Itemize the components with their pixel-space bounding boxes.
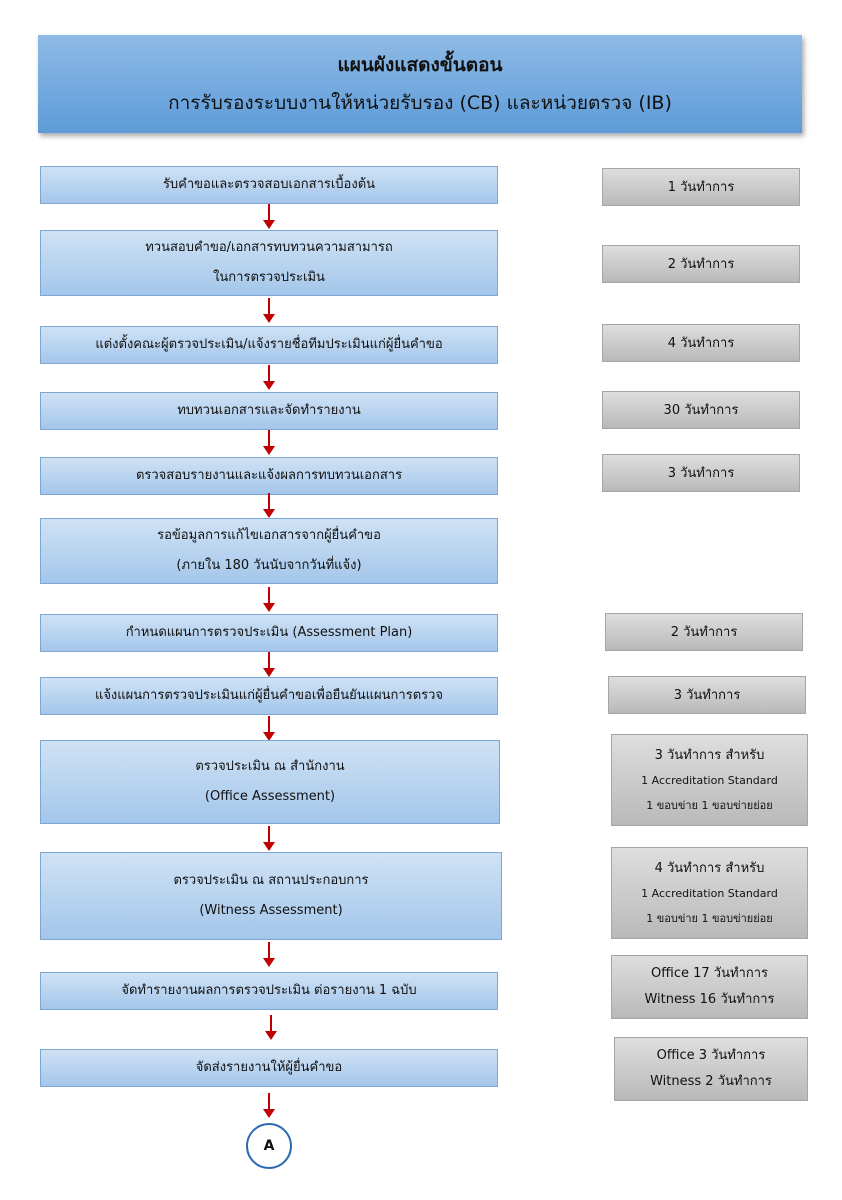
step-label: จัดทำรายงานผลการตรวจประเมิน ต่อรายงาน 1 ฉบับ <box>121 983 417 998</box>
step-notify-plan <box>40 677 498 715</box>
flow-arrow <box>263 716 275 742</box>
flow-arrow <box>263 1093 275 1119</box>
duration-step-9 <box>611 734 808 826</box>
duration-label: 1 ขอบข่าย 1 ขอบข่ายย่อย <box>646 798 773 812</box>
duration-label: 2 วันทำการ <box>667 256 735 272</box>
step-label: รอข้อมูลการแก้ไขเอกสารจากผู้ยื่นคำขอ <box>157 528 381 543</box>
duration-label: 3 วันทำการ <box>667 465 735 481</box>
step-label: ตรวจสอบรายงานและแจ้งผลการทบทวนเอกสาร <box>135 468 403 483</box>
step-label: ทบทวนเอกสารและจัดทำรายงาน <box>177 403 361 418</box>
duration-step-7 <box>605 613 803 651</box>
flow-arrow <box>265 1015 277 1041</box>
step-label: ทวนสอบคำขอ/เอกสารทบทวนความสามารถ <box>145 240 393 255</box>
step-send-report <box>40 1049 498 1087</box>
duration-label: 30 วันทำการ <box>663 402 739 418</box>
duration-label: 2 วันทำการ <box>670 624 738 640</box>
step-label: แต่งตั้งคณะผู้ตรวจประเมิน/แจ้งรายชื่อทีมประเมินแก่ผู้ยื่นคำขอ <box>95 337 443 352</box>
duration-step-4 <box>602 391 800 429</box>
step-assessment-plan <box>40 614 498 652</box>
flow-arrow <box>263 826 275 852</box>
duration-label: 1 ขอบข่าย 1 ขอบข่ายย่อย <box>646 911 773 925</box>
step-label: ตรวจประเมิน ณ สำนักงาน <box>195 759 345 774</box>
duration-label: 3 วันทำการ <box>673 687 741 703</box>
connector-label: A <box>263 1138 275 1154</box>
step-witness-assessment <box>40 852 502 940</box>
step-prepare-report <box>40 972 498 1010</box>
flow-arrow <box>263 430 275 456</box>
duration-label: Office 3 วันทำการ <box>656 1048 766 1063</box>
duration-label: Witness 16 วันทำการ <box>644 992 775 1007</box>
header-title: แผนผังแสดงขั้นตอน <box>337 54 503 76</box>
duration-step-10 <box>611 847 808 939</box>
header-subtitle: การรับรองระบบงานให้หน่วยรับรอง (CB) และหน่วยตรวจ (IB) <box>168 92 672 114</box>
duration-label: 4 วันทำการ <box>667 335 735 351</box>
flow-arrow <box>263 652 275 678</box>
offpage-connector <box>246 1123 292 1169</box>
duration-label: Witness 2 วันทำการ <box>650 1074 772 1089</box>
step-label: ในการตรวจประเมิน <box>213 270 325 285</box>
step-review-documents <box>40 392 498 430</box>
duration-step-5 <box>602 454 800 492</box>
step-check-report <box>40 457 498 495</box>
step-label: (Witness Assessment) <box>199 903 343 918</box>
step-label: แจ้งแผนการตรวจประเมินแก่ผู้ยื่นคำขอเพื่อยืนยันแผนการตรวจ <box>94 688 444 703</box>
duration-step-12 <box>614 1037 808 1101</box>
step-office-assessment <box>40 740 500 824</box>
step-label: กำหนดแผนการตรวจประเมิน (Assessment Plan) <box>125 625 413 640</box>
step-label: ตรวจประเมิน ณ สถานประกอบการ <box>173 873 369 888</box>
duration-step-2 <box>602 245 800 283</box>
duration-label: 1 Accreditation Standard <box>641 886 778 900</box>
duration-step-11 <box>611 955 808 1019</box>
duration-label: 3 วันทำการ สำหรับ <box>654 747 765 763</box>
step-verify-request <box>40 230 498 296</box>
duration-step-8 <box>608 676 806 714</box>
step-receive-request <box>40 166 498 204</box>
flow-arrow <box>263 942 275 968</box>
flow-arrow <box>263 493 275 519</box>
duration-step-1 <box>602 168 800 206</box>
step-label: จัดส่งรายงานให้ผู้ยื่นคำขอ <box>195 1060 343 1075</box>
flowchart-header <box>38 35 802 133</box>
flow-arrow <box>263 298 275 324</box>
step-label: (Office Assessment) <box>204 789 336 804</box>
step-label: (ภายใน 180 วันนับจากวันที่แจ้ง) <box>176 558 362 573</box>
step-appoint-team <box>40 326 498 364</box>
duration-label: Office 17 วันทำการ <box>651 966 768 981</box>
flow-arrow <box>263 204 275 230</box>
duration-step-3 <box>602 324 800 362</box>
flow-arrow <box>263 365 275 391</box>
duration-label: 4 วันทำการ สำหรับ <box>654 860 765 876</box>
step-label: รับคำขอและตรวจสอบเอกสารเบื้องต้น <box>162 177 376 192</box>
duration-label: 1 Accreditation Standard <box>641 773 778 787</box>
flow-arrow <box>263 587 275 613</box>
duration-label: 1 วันทำการ <box>667 179 735 195</box>
step-await-corrections <box>40 518 498 584</box>
